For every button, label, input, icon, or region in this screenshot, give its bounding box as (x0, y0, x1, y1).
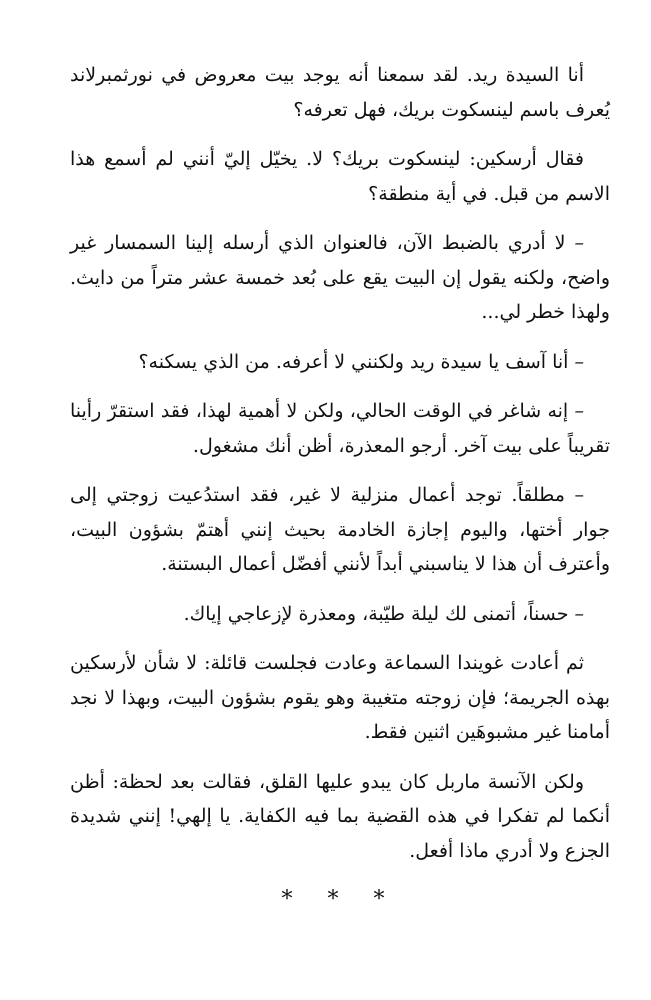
paragraph: – حسناً، أتمنى لك ليلة طيّبة، ومعذرة لإزعاجي إياك. (183, 602, 584, 625)
paragraph: – لا أدري بالضبط الآن، فالعنوان الذي أرسله إلينا السمسار غير واضح، ولكنه يقول إن البيت يقع على بُعد خمسة عشر متراً من دايث. ولهذا خطر لي... (70, 232, 610, 323)
paragraph: – إنه شاغر في الوقت الحالي، ولكن لا أهمية لهذا، فقد استقرّ رأينا تقريباً على بيت آخر. أرجو المعذرة، أظن أنك مشغول. (70, 400, 610, 457)
paragraph: ثم أعادت غويندا السماعة وعادت فجلست قائلة: لا شأن لأرسكين بهذه الجريمة؛ فإن زوجته متغيبة وهو يقوم بشؤون البيت، وبهذا لا نجد أمامنا غير مشبوهَين اثنين فقط. (70, 652, 610, 743)
paragraph: ولكن الآنسة ماربل كان يبدو عليها القلق، فقالت بعد لحظة: أظن أنكما لم تفكرا في هذه القضية بما فيه الكفاية. يا إلهي! إنني شديدة الجزع ولا أدري ماذا أفعل. (70, 770, 610, 862)
paragraph: – مطلقاً. توجد أعمال منزلية لا غير، فقد استدُعيت زوجتي إلى جوار أختها، واليوم إجازة الخادمة بحيث إنني أهتمّ بشؤون البيت، وأعترف أن هذا لا يناسبني أبداً لأنني أفضّل أعمال البستنة. (70, 484, 610, 575)
paragraph: – أنا آسف يا سيدة ريد ولكنني لا أعرفه. من الذي يسكنه؟ (138, 350, 584, 373)
section-separator: * * * (281, 887, 399, 912)
paragraph: أنا السيدة ريد. لقد سمعنا أنه يوجد بيت معروض في نورثمبرلاند يُعرف باسم لينسكوت بريك، فهل تعرفه؟ (70, 64, 610, 121)
paragraph: فقال أرسكين: لينسكوت بريك؟ لا. يخيّل إليّ أنني لم أسمع هذا الاسم من قبل. في أية منطقة؟ (70, 148, 610, 205)
book-page (70, 58, 610, 918)
